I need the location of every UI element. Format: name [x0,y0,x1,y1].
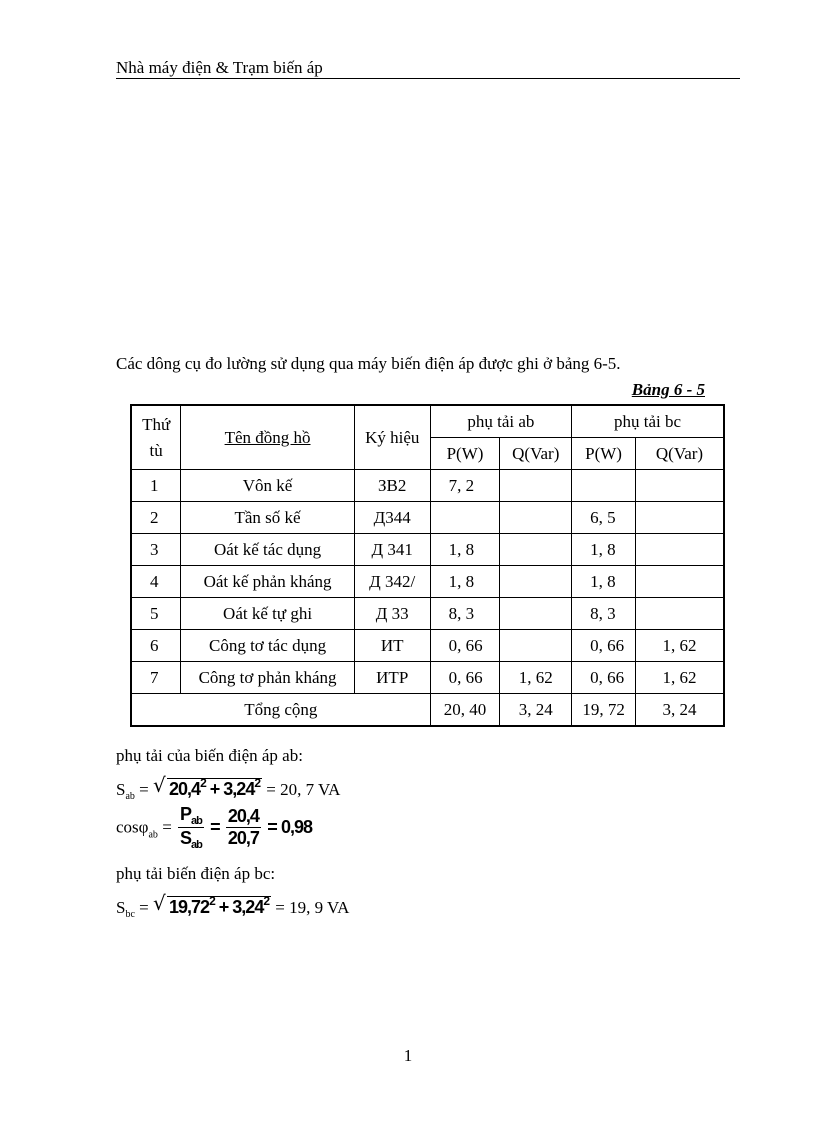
cell-no: 7 [131,662,181,694]
cell-q-bc: 1, 62 [636,630,725,662]
cell-q-ab [500,470,572,502]
cell-p-bc: 6, 5 [572,502,636,534]
cos-ab-eq-3: = [267,817,277,837]
cell-q-bc [636,566,725,598]
cos-ab-fraction-2 [226,806,261,849]
s-bc-exp-a: 2 [209,894,215,908]
table-row [131,630,724,662]
cell-q-ab [500,566,572,598]
cell-symbol: ИТ [354,630,430,662]
cell-q-bc [636,470,725,502]
cell-name: Oát kế tự ghi [181,598,355,630]
cell-no: 3 [131,534,181,566]
formula-s-bc [116,891,350,920]
radical-icon: √ [153,891,165,915]
header-group-ab: phụ tải ab [430,405,572,438]
cell-symbol: Д344 [354,502,430,534]
cos-ab-sub: ab [148,829,158,841]
cos-ab-eq-1: = [162,817,172,837]
cell-name: Oát kế tác dụng [181,534,355,566]
formula-cos-ab [116,804,312,851]
cell-p-bc [572,470,636,502]
s-ab-sub: ab [125,791,135,802]
s-bc-exp-b: 2 [263,894,270,908]
cell-name: Công tơ tác dụng [181,630,355,662]
cell-q-ab [500,598,572,630]
header-p-ab: P(W) [430,438,500,470]
cell-q-ab [500,630,572,662]
formula-s-ab [116,773,341,802]
bc-load-heading: phụ tải biến điện áp bc: [116,864,276,883]
cos-ab-num-val: 20,4 [227,806,259,826]
cell-no: 1 [131,470,181,502]
cell-name: Tần số kế [181,502,355,534]
cell-p-ab: 7, 2 [430,470,500,502]
header-p-bc: P(W) [572,438,636,470]
s-bc-symbol: S [116,898,126,917]
cell-p-bc: 0, 66 [572,630,636,662]
cell-q-ab [500,502,572,534]
total-p-ab: 20, 40 [430,694,500,727]
cell-p-ab: 0, 66 [430,662,500,694]
table-row [131,534,724,566]
cell-p-bc: 8, 3 [572,598,636,630]
sqrt-bc [153,891,271,918]
s-bc-eq: = [139,898,149,917]
cell-symbol: Д 342/ [354,566,430,598]
cell-name: Vôn kế [181,470,355,502]
cell-p-ab: 1, 8 [430,534,500,566]
cell-p-bc: 0, 66 [572,662,636,694]
measurement-table [130,404,725,727]
cell-symbol: Д 33 [354,598,430,630]
s-ab-b: 3,24 [223,779,255,799]
cell-p-ab [430,502,500,534]
sqrt-ab [153,773,262,800]
total-q-ab: 3, 24 [500,694,572,727]
cell-p-bc: 1, 8 [572,534,636,566]
cell-name: Oát kế phản kháng [181,566,355,598]
cell-p-ab: 8, 3 [430,598,500,630]
s-ab-eq: = [139,780,149,799]
cell-q-ab [500,534,572,566]
s-bc-plus: + [218,897,229,917]
total-p-bc: 19, 72 [572,694,636,727]
header-q-ab: Q(Var) [500,438,572,470]
cell-name: Công tơ phản kháng [181,662,355,694]
page-number: 1 [403,1046,413,1065]
table-row [131,598,724,630]
cell-q-bc [636,598,725,630]
table-row [131,662,724,694]
cell-no: 4 [131,566,181,598]
s-ab-exp-a: 2 [200,776,206,790]
s-bc-sub: bc [125,909,135,920]
cell-q-bc [636,502,725,534]
s-ab-result: = 20, 7 VA [266,780,341,799]
s-ab-a: 20,4 [169,779,201,799]
cos-ab-den-sym: S [180,828,192,848]
header-name-text: Tên đồng hồ [224,427,311,447]
radical-icon: √ [153,773,165,797]
cos-ab-num-sym: P [180,804,192,824]
cos-ab-symbol: cosφ [116,817,149,837]
cell-p-ab: 0, 66 [430,630,500,662]
cell-no: 5 [131,598,181,630]
table-total-row [131,694,724,727]
cell-q-bc: 1, 62 [636,662,725,694]
cell-no: 6 [131,630,181,662]
page-header: Nhà máy điện & Trạm biến áp [116,58,740,79]
s-ab-plus: + [209,779,220,799]
s-ab-exp-b: 2 [254,776,261,790]
header-group-bc: phụ tải bc [572,405,724,438]
ab-load-heading: phụ tải của biến điện áp ab: [116,746,303,765]
cos-ab-den-val: 20,7 [227,828,259,848]
header-no: Thứ tù [131,405,181,470]
intro-paragraph: Các dông cụ đo lường sử dụng qua máy biến điện áp được ghi ở bảng 6-5. [116,354,621,373]
cell-symbol: ИТР [354,662,430,694]
cos-ab-fraction-1 [178,804,204,851]
cell-p-bc: 1, 8 [572,566,636,598]
total-label: Tổng cộng [131,694,430,727]
header-name [181,405,355,470]
header-q-bc: Q(Var) [636,438,725,470]
s-bc-a: 19,72 [169,897,210,917]
cell-p-ab: 1, 8 [430,566,500,598]
cell-q-ab: 1, 62 [500,662,572,694]
cell-symbol: Д 341 [354,534,430,566]
header-symbol: Ký hiệu [354,405,430,470]
cos-ab-result: 0,98 [280,817,313,837]
total-q-bc: 3, 24 [636,694,725,727]
cell-symbol: ЗВ2 [354,470,430,502]
cos-ab-num-sub: ab [191,815,202,827]
s-bc-result: = 19, 9 VA [275,898,350,917]
table-row [131,502,724,534]
s-ab-symbol: S [116,780,126,799]
cell-no: 2 [131,502,181,534]
cos-ab-eq-2: = [210,817,220,837]
table-caption: Bảng 6 - 5 [631,380,705,399]
table-row [131,566,724,598]
cos-ab-den-sub: ab [191,839,202,851]
s-bc-b: 3,24 [232,897,264,917]
cell-q-bc [636,534,725,566]
table-row [131,470,724,502]
